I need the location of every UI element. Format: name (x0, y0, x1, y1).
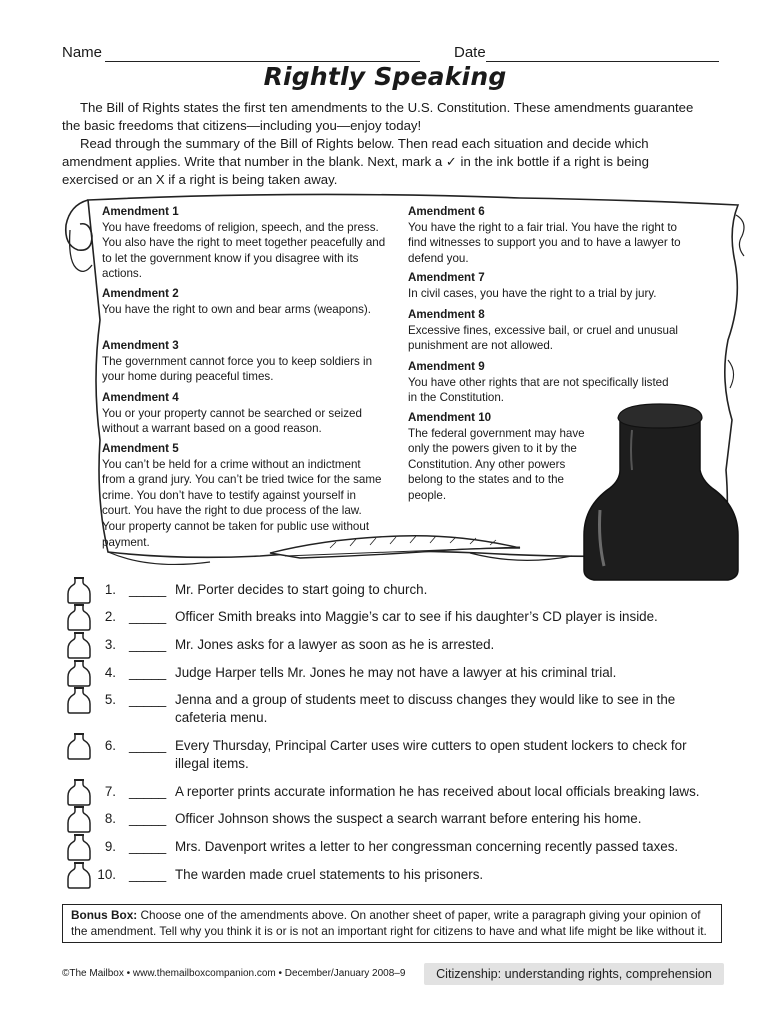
ink-bottle-icon[interactable] (66, 659, 92, 687)
amendment-9 (408, 359, 673, 406)
amendment-title: Amendment 7 (408, 271, 485, 284)
skill-tag: Citizenship: understanding rights, comprehension (424, 963, 724, 985)
amendment-7 (408, 270, 693, 301)
question-number: 7. (104, 784, 116, 799)
question-number: 9. (104, 839, 116, 854)
amendment-5 (102, 441, 387, 550)
question-number: 3. (104, 637, 116, 652)
bonus-box (62, 904, 722, 943)
question-text: Mr. Porter decides to start going to church. (175, 582, 428, 597)
ink-bottle-icon[interactable] (66, 631, 92, 659)
ink-bottle-icon[interactable] (66, 576, 92, 604)
amendment-title: Amendment 9 (408, 360, 485, 373)
amendment-text: You have the right to a fair trial. You have the right to find witnesses to support you and to have a lawyer to defend you. (408, 220, 681, 265)
name-label: Name (62, 44, 103, 61)
amendment-title: Amendment 4 (102, 391, 179, 404)
answer-blank[interactable]: _____ (129, 637, 167, 652)
amendment-text: The government cannot force you to keep soldiers in your home during peaceful times. (102, 354, 373, 384)
bonus-label: Bonus Box: (71, 908, 138, 922)
amendment-text: Excessive fines, excessive bail, or cruel and unusual punishment are not allowed. (408, 323, 679, 353)
question-number: 8. (104, 811, 116, 826)
amendment-title: Amendment 5 (102, 442, 179, 455)
ink-bottle-icon[interactable] (66, 833, 92, 861)
question-number: 1. (104, 582, 116, 597)
amendment-text: In civil cases, you have the right to a trial by jury. (408, 286, 657, 300)
question-text: Mr. Jones asks for a lawyer as soon as he is arrested. (175, 637, 495, 652)
question-text: Judge Harper tells Mr. Jones he may not have a lawyer at his criminal trial. (175, 665, 617, 680)
ink-bottle-icon[interactable] (66, 805, 92, 833)
amendment-text: You have freedoms of religion, speech, and the press. You also have the right to meet together peacefully and to let the government know if you disagree with its actions. (102, 220, 386, 281)
amendment-text: You have other rights that are not specifically listed in the Constitution. (408, 375, 669, 405)
date-label: Date (454, 44, 486, 61)
amendment-6 (408, 204, 693, 266)
amendment-title: Amendment 3 (102, 339, 179, 352)
answer-blank[interactable]: _____ (129, 839, 167, 854)
question-text: Mrs. Davenport writes a letter to her congressman concerning recently passed taxes. (175, 839, 679, 854)
question-number: 2. (104, 609, 116, 624)
amendment-10 (408, 410, 590, 504)
question-text: The warden made cruel statements to his prisoners. (175, 867, 484, 882)
answer-blank[interactable]: _____ (129, 811, 167, 826)
question-text: Officer Smith breaks into Maggie’s car to see if his daughter’s CD player is inside. (175, 609, 658, 624)
amendment-title: Amendment 1 (102, 205, 179, 218)
amendment-text: You have the right to own and bear arms (weapons). (102, 302, 371, 316)
bonus-text: Choose one of the amendments above. On another sheet of paper, write a paragraph giving your opinion of the amendment. Tell why you think it is or is not an important right for citizens to have and what life might be like without it. (71, 908, 707, 938)
intro-paragraph-1: The Bill of Rights states the first ten amendments to the U.S. Constitution. These amendments guarantee the basic freedoms that citizens—including you—enjoy today! (62, 100, 694, 133)
page-title: Rightly Speaking (263, 62, 507, 91)
amendment-title: Amendment 8 (408, 308, 485, 321)
answer-blank[interactable]: _____ (129, 692, 167, 707)
question-number: 10. (97, 867, 116, 882)
amendment-3 (102, 338, 387, 385)
answer-blank[interactable]: _____ (129, 784, 167, 799)
amendment-2 (102, 286, 387, 317)
question-text: Jenna and a group of students meet to discuss changes they would like to see in the cafeteria menu. (175, 692, 676, 725)
amendment-8 (408, 307, 678, 354)
ink-bottle-icon[interactable] (66, 686, 92, 714)
question-text: Officer Johnson shows the suspect a search warrant before entering his home. (175, 811, 642, 826)
answer-blank[interactable]: _____ (129, 867, 167, 882)
amendment-text: The federal government may have only the powers given to it by the Constitution. Any other powers belong to the states and to the people. (408, 426, 585, 502)
question-number: 6. (104, 738, 116, 753)
ink-bottle-icon[interactable] (66, 603, 92, 631)
amendment-text: You or your property cannot be searched or seized without a warrant based on a good reason. (102, 406, 362, 436)
answer-blank[interactable]: _____ (129, 609, 167, 624)
question-number: 4. (104, 665, 116, 680)
intro-paragraph-2: Read through the summary of the Bill of Rights below. Then read each situation and decide which amendment applies. Write that number in the blank. Next, mark a ✓ in the ink bottle if a right is being exercised or an X if a right is being taken away. (62, 136, 649, 187)
answer-blank[interactable]: _____ (129, 738, 167, 753)
amendment-title: Amendment 10 (408, 411, 492, 424)
answer-blank[interactable]: _____ (129, 665, 167, 680)
amendment-text: You can’t be held for a crime without an indictment from a grand jury. You can’t be tried twice for the same crime. You don’t have to testify against yourself in court. You have the right to due process of the law. Your property cannot be taken for public use without payment. (102, 457, 382, 549)
question-text: Every Thursday, Principal Carter uses wire cutters to open student lockers to check for illegal items. (175, 738, 687, 771)
ink-bottle-icon[interactable] (66, 778, 92, 806)
answer-blank[interactable]: _____ (129, 582, 167, 597)
ink-bottle-icon[interactable] (66, 732, 92, 760)
amendment-title: Amendment 6 (408, 205, 485, 218)
amendment-4 (102, 390, 387, 437)
ink-bottle-icon[interactable] (66, 861, 92, 889)
amendment-1 (102, 204, 387, 282)
question-text: A reporter prints accurate information he has received about local officials breaking laws. (175, 784, 700, 799)
question-number: 5. (104, 692, 116, 707)
footer-credit: ©The Mailbox • www.themailboxcompanion.com • December/January 2008–9 (62, 968, 406, 979)
amendment-title: Amendment 2 (102, 287, 179, 300)
